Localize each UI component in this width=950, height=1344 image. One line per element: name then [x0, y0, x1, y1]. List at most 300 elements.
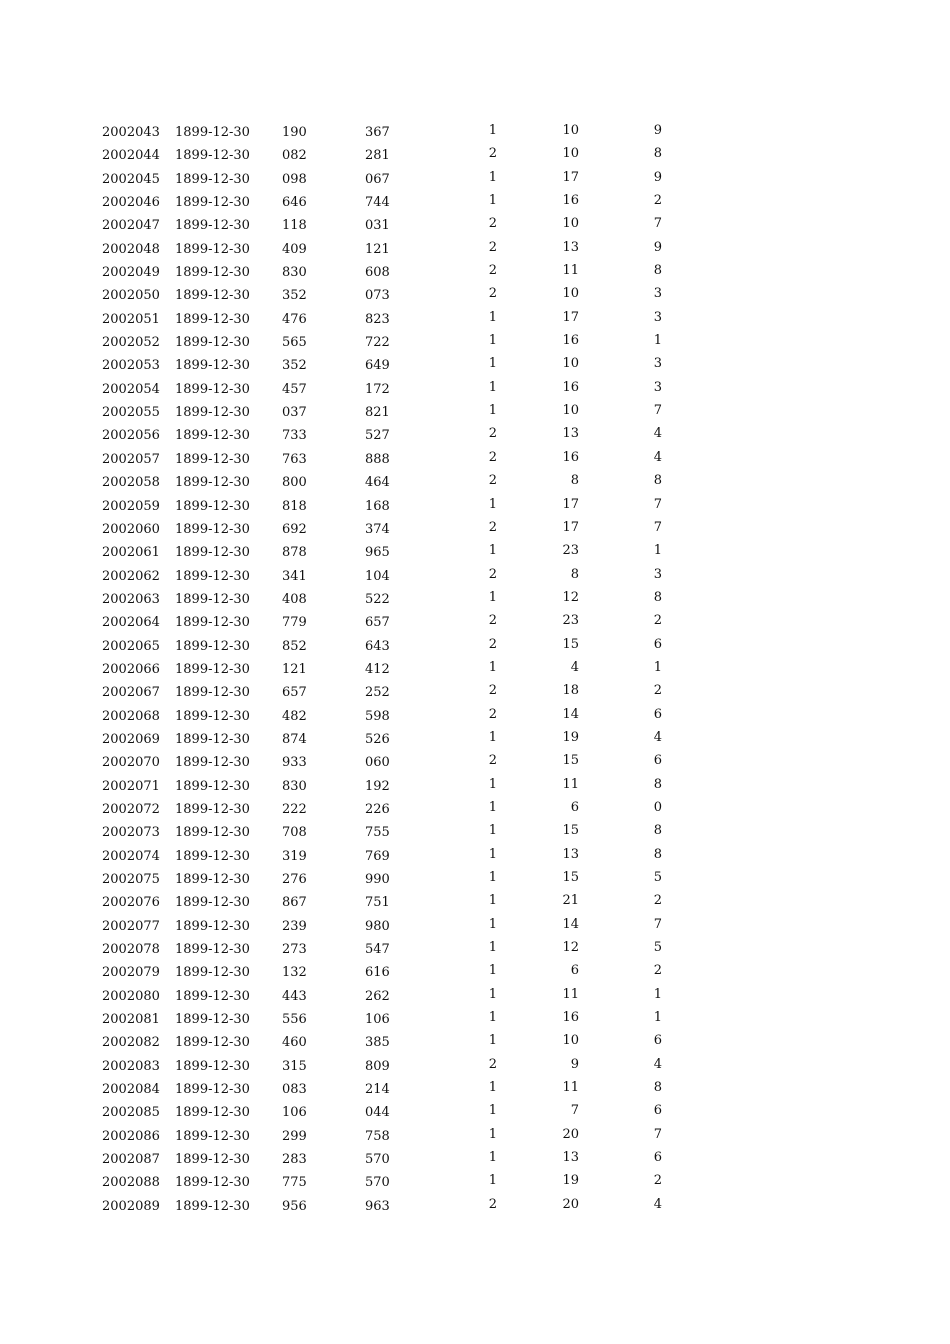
row-value-z-cell: 7 — [653, 1126, 662, 1142]
row-value-y-cell: 10 — [562, 356, 579, 372]
row-number-a-cell: 132 — [282, 965, 307, 981]
row-value-y-cell: 20 — [562, 1126, 579, 1142]
row-number-b-cell: 649 — [365, 358, 390, 374]
row-value-x-cell: 2 — [488, 263, 497, 279]
table-row — [0, 774, 950, 797]
row-value-z-cell: 4 — [653, 1056, 662, 1072]
row-value-x-cell: 1 — [488, 870, 497, 885]
row-id-cell: 2002077 — [102, 918, 160, 934]
table-row — [0, 844, 950, 867]
row-number-a-cell: 800 — [282, 475, 307, 491]
row-date-cell: 1899-12-30 — [175, 1035, 250, 1051]
row-number-a-cell: 273 — [282, 942, 307, 958]
table-row — [0, 564, 950, 587]
row-number-a-cell: 460 — [282, 1035, 307, 1051]
row-number-a-cell: 352 — [282, 358, 307, 374]
row-value-z-cell: 6 — [653, 1033, 662, 1049]
row-date-cell: 1899-12-30 — [175, 311, 250, 327]
row-id-cell: 2002073 — [102, 825, 160, 841]
row-date-cell: 1899-12-30 — [175, 778, 250, 794]
row-id-cell: 2002059 — [102, 498, 160, 514]
row-number-b-cell: 527 — [365, 428, 390, 444]
row-value-y-cell: 17 — [562, 519, 579, 535]
row-value-x-cell: 1 — [488, 1173, 497, 1189]
row-value-z-cell: 3 — [653, 566, 662, 582]
row-value-y-cell: 13 — [562, 239, 579, 255]
row-date-cell: 1899-12-30 — [175, 895, 250, 911]
row-id-cell: 2002069 — [102, 731, 160, 747]
table-row — [0, 587, 950, 610]
row-number-b-cell: 526 — [365, 731, 390, 747]
table-row — [0, 1147, 950, 1170]
row-date-cell: 1899-12-30 — [175, 521, 250, 537]
row-number-a-cell: 779 — [282, 615, 307, 631]
row-number-a-cell: 852 — [282, 638, 307, 654]
row-date-cell: 1899-12-30 — [175, 148, 250, 164]
row-value-z-cell: 7 — [653, 403, 662, 419]
row-value-z-cell: 6 — [653, 706, 662, 722]
row-value-z-cell: 9 — [653, 123, 662, 138]
row-number-a-cell: 956 — [282, 1198, 307, 1214]
row-id-cell: 2002072 — [102, 801, 160, 817]
table-row — [0, 517, 950, 540]
row-date-cell: 1899-12-30 — [175, 288, 250, 304]
table-row — [0, 353, 950, 376]
row-value-x-cell: 1 — [488, 846, 497, 862]
row-id-cell: 2002070 — [102, 755, 160, 771]
row-id-cell: 2002089 — [102, 1198, 160, 1214]
row-number-a-cell: 239 — [282, 918, 307, 934]
table-row — [0, 867, 950, 890]
row-date-cell: 1899-12-30 — [175, 125, 250, 140]
row-value-y-cell: 10 — [562, 286, 579, 302]
row-id-cell: 2002064 — [102, 615, 160, 631]
row-id-cell: 2002087 — [102, 1152, 160, 1168]
row-id-cell: 2002076 — [102, 895, 160, 911]
row-value-x-cell: 2 — [488, 566, 497, 582]
row-value-z-cell: 0 — [653, 799, 662, 815]
row-number-b-cell: 374 — [365, 521, 390, 537]
row-id-cell: 2002086 — [102, 1128, 160, 1144]
row-value-y-cell: 12 — [562, 940, 579, 956]
table-row — [0, 797, 950, 820]
row-number-b-cell: 464 — [365, 475, 390, 491]
row-value-z-cell: 7 — [653, 216, 662, 232]
row-value-y-cell: 16 — [562, 449, 579, 465]
row-value-x-cell: 1 — [488, 1150, 497, 1166]
table-row — [0, 190, 950, 213]
row-number-b-cell: 044 — [365, 1105, 390, 1121]
row-number-a-cell: 222 — [282, 801, 307, 817]
row-value-z-cell: 6 — [653, 1150, 662, 1166]
table-row — [0, 260, 950, 283]
row-value-x-cell: 2 — [488, 636, 497, 652]
row-id-cell: 2002081 — [102, 1012, 160, 1028]
row-value-y-cell: 15 — [562, 870, 579, 885]
row-date-cell: 1899-12-30 — [175, 685, 250, 701]
table-row — [0, 423, 950, 446]
row-id-cell: 2002084 — [102, 1082, 160, 1098]
row-value-z-cell: 6 — [653, 636, 662, 652]
table-row — [0, 167, 950, 190]
table-row — [0, 377, 950, 400]
row-value-y-cell: 19 — [562, 1173, 579, 1189]
table-row — [0, 1007, 950, 1030]
row-id-cell: 2002058 — [102, 475, 160, 491]
row-date-cell: 1899-12-30 — [175, 171, 250, 187]
row-value-x-cell: 2 — [488, 473, 497, 489]
row-date-cell: 1899-12-30 — [175, 241, 250, 257]
row-number-a-cell: 283 — [282, 1152, 307, 1168]
table-row — [0, 750, 950, 773]
row-value-y-cell: 14 — [562, 916, 579, 932]
row-number-b-cell: 888 — [365, 451, 390, 467]
row-value-x-cell: 2 — [488, 216, 497, 232]
row-number-a-cell: 692 — [282, 521, 307, 537]
row-value-x-cell: 1 — [488, 356, 497, 372]
row-number-a-cell: 657 — [282, 685, 307, 701]
row-number-a-cell: 409 — [282, 241, 307, 257]
table-row — [0, 704, 950, 727]
row-value-z-cell: 8 — [653, 846, 662, 862]
row-number-b-cell: 751 — [365, 895, 390, 911]
row-value-y-cell: 13 — [562, 1150, 579, 1166]
row-date-cell: 1899-12-30 — [175, 428, 250, 444]
row-date-cell: 1899-12-30 — [175, 988, 250, 1004]
row-number-b-cell: 121 — [365, 241, 390, 257]
row-date-cell: 1899-12-30 — [175, 708, 250, 724]
row-number-a-cell: 276 — [282, 872, 307, 887]
row-date-cell: 1899-12-30 — [175, 731, 250, 747]
row-number-a-cell: 565 — [282, 335, 307, 351]
row-value-y-cell: 7 — [570, 1103, 579, 1119]
row-value-z-cell: 2 — [653, 193, 662, 209]
row-number-b-cell: 980 — [365, 918, 390, 934]
table-row — [0, 494, 950, 517]
row-value-x-cell: 1 — [488, 893, 497, 909]
table-row — [0, 820, 950, 843]
row-number-b-cell: 367 — [365, 125, 390, 140]
row-value-z-cell: 8 — [653, 146, 662, 162]
table-row — [0, 307, 950, 330]
row-id-cell: 2002048 — [102, 241, 160, 257]
table-row — [0, 937, 950, 960]
row-value-y-cell: 10 — [562, 216, 579, 232]
row-date-cell: 1899-12-30 — [175, 568, 250, 584]
row-value-x-cell: 2 — [488, 753, 497, 769]
row-value-x-cell: 1 — [488, 543, 497, 559]
table-row — [0, 1077, 950, 1100]
row-number-b-cell: 060 — [365, 755, 390, 771]
row-id-cell: 2002043 — [102, 125, 160, 140]
row-date-cell: 1899-12-30 — [175, 965, 250, 981]
row-value-x-cell: 1 — [488, 799, 497, 815]
table-row — [0, 283, 950, 306]
row-value-z-cell: 2 — [653, 683, 662, 699]
row-value-x-cell: 1 — [488, 776, 497, 792]
row-number-b-cell: 608 — [365, 265, 390, 281]
row-value-y-cell: 15 — [562, 636, 579, 652]
row-value-x-cell: 1 — [488, 1103, 497, 1119]
row-number-a-cell: 098 — [282, 171, 307, 187]
row-value-z-cell: 1 — [653, 543, 662, 559]
table-row — [0, 143, 950, 166]
row-number-a-cell: 733 — [282, 428, 307, 444]
row-value-x-cell: 2 — [488, 146, 497, 162]
table-row — [0, 470, 950, 493]
table-row — [0, 213, 950, 236]
row-value-x-cell: 1 — [488, 379, 497, 395]
row-value-z-cell: 6 — [653, 753, 662, 769]
row-id-cell: 2002082 — [102, 1035, 160, 1051]
row-date-cell: 1899-12-30 — [175, 615, 250, 631]
row-value-z-cell: 4 — [653, 449, 662, 465]
row-value-y-cell: 18 — [562, 683, 579, 699]
row-id-cell: 2002052 — [102, 335, 160, 351]
row-value-x-cell: 1 — [488, 823, 497, 839]
row-value-x-cell: 2 — [488, 426, 497, 442]
row-id-cell: 2002075 — [102, 872, 160, 887]
table-row — [0, 1194, 950, 1217]
row-value-y-cell: 6 — [570, 963, 579, 979]
row-value-x-cell: 1 — [488, 1126, 497, 1142]
row-value-x-cell: 2 — [488, 1196, 497, 1212]
row-value-z-cell: 3 — [653, 379, 662, 395]
row-number-b-cell: 758 — [365, 1128, 390, 1144]
row-number-a-cell: 121 — [282, 661, 307, 677]
row-value-z-cell: 1 — [653, 659, 662, 675]
row-number-a-cell: 319 — [282, 848, 307, 864]
row-value-y-cell: 9 — [570, 1056, 579, 1072]
row-value-y-cell: 16 — [562, 1010, 579, 1026]
row-id-cell: 2002050 — [102, 288, 160, 304]
row-number-b-cell: 963 — [365, 1198, 390, 1214]
row-value-y-cell: 17 — [562, 309, 579, 325]
row-number-a-cell: 646 — [282, 195, 307, 211]
row-value-y-cell: 11 — [562, 986, 579, 1002]
row-date-cell: 1899-12-30 — [175, 545, 250, 561]
table-row — [0, 914, 950, 937]
row-number-b-cell: 262 — [365, 988, 390, 1004]
row-value-y-cell: 11 — [562, 776, 579, 792]
row-value-z-cell: 8 — [653, 776, 662, 792]
row-number-b-cell: 769 — [365, 848, 390, 864]
row-value-z-cell: 3 — [653, 356, 662, 372]
row-number-b-cell: 809 — [365, 1058, 390, 1074]
row-number-b-cell: 965 — [365, 545, 390, 561]
row-date-cell: 1899-12-30 — [175, 638, 250, 654]
row-number-b-cell: 412 — [365, 661, 390, 677]
row-number-a-cell: 190 — [282, 125, 307, 140]
table-row — [0, 610, 950, 633]
row-value-z-cell: 4 — [653, 1196, 662, 1212]
table-row — [0, 680, 950, 703]
row-number-a-cell: 830 — [282, 265, 307, 281]
row-number-a-cell: 106 — [282, 1105, 307, 1121]
row-value-z-cell: 8 — [653, 1080, 662, 1096]
row-value-x-cell: 1 — [488, 659, 497, 675]
row-number-a-cell: 867 — [282, 895, 307, 911]
row-id-cell: 2002055 — [102, 405, 160, 421]
row-id-cell: 2002060 — [102, 521, 160, 537]
row-number-a-cell: 874 — [282, 731, 307, 747]
table-row — [0, 447, 950, 470]
row-date-cell: 1899-12-30 — [175, 1128, 250, 1144]
data-sheet — [0, 120, 950, 1217]
row-number-b-cell: 168 — [365, 498, 390, 514]
row-number-b-cell: 755 — [365, 825, 390, 841]
row-id-cell: 2002063 — [102, 591, 160, 607]
row-value-x-cell: 2 — [488, 519, 497, 535]
row-number-a-cell: 408 — [282, 591, 307, 607]
row-date-cell: 1899-12-30 — [175, 755, 250, 771]
row-date-cell: 1899-12-30 — [175, 848, 250, 864]
row-id-cell: 2002080 — [102, 988, 160, 1004]
row-number-b-cell: 226 — [365, 801, 390, 817]
row-id-cell: 2002066 — [102, 661, 160, 677]
row-date-cell: 1899-12-30 — [175, 942, 250, 958]
row-date-cell: 1899-12-30 — [175, 358, 250, 374]
row-value-y-cell: 8 — [570, 473, 579, 489]
row-value-z-cell: 4 — [653, 426, 662, 442]
row-id-cell: 2002078 — [102, 942, 160, 958]
row-date-cell: 1899-12-30 — [175, 1058, 250, 1074]
row-value-z-cell: 9 — [653, 169, 662, 185]
row-number-b-cell: 031 — [365, 218, 390, 234]
row-id-cell: 2002074 — [102, 848, 160, 864]
table-row — [0, 1030, 950, 1053]
row-number-a-cell: 341 — [282, 568, 307, 584]
row-value-z-cell: 5 — [653, 870, 662, 885]
row-value-y-cell: 16 — [562, 333, 579, 349]
row-number-a-cell: 830 — [282, 778, 307, 794]
row-value-y-cell: 17 — [562, 169, 579, 185]
row-id-cell: 2002044 — [102, 148, 160, 164]
row-number-b-cell: 722 — [365, 335, 390, 351]
row-date-cell: 1899-12-30 — [175, 195, 250, 211]
row-date-cell: 1899-12-30 — [175, 872, 250, 887]
row-id-cell: 2002068 — [102, 708, 160, 724]
row-value-z-cell: 7 — [653, 496, 662, 512]
table-row — [0, 890, 950, 913]
row-number-b-cell: 570 — [365, 1175, 390, 1191]
row-number-a-cell: 082 — [282, 148, 307, 164]
row-id-cell: 2002085 — [102, 1105, 160, 1121]
row-value-z-cell: 8 — [653, 263, 662, 279]
row-number-a-cell: 352 — [282, 288, 307, 304]
table-row — [0, 657, 950, 680]
row-value-y-cell: 13 — [562, 426, 579, 442]
row-value-y-cell: 15 — [562, 823, 579, 839]
row-value-y-cell: 4 — [570, 659, 579, 675]
row-value-x-cell: 1 — [488, 963, 497, 979]
row-id-cell: 2002053 — [102, 358, 160, 374]
row-value-x-cell: 1 — [488, 916, 497, 932]
row-value-x-cell: 2 — [488, 449, 497, 465]
row-value-z-cell: 2 — [653, 893, 662, 909]
table-row — [0, 400, 950, 423]
row-number-a-cell: 556 — [282, 1012, 307, 1028]
row-value-y-cell: 14 — [562, 706, 579, 722]
row-date-cell: 1899-12-30 — [175, 1152, 250, 1168]
table-row — [0, 237, 950, 260]
row-value-y-cell: 15 — [562, 753, 579, 769]
row-number-b-cell: 547 — [365, 942, 390, 958]
row-date-cell: 1899-12-30 — [175, 218, 250, 234]
row-id-cell: 2002079 — [102, 965, 160, 981]
table-row — [0, 1124, 950, 1147]
row-value-z-cell: 8 — [653, 473, 662, 489]
row-value-y-cell: 12 — [562, 589, 579, 605]
table-row — [0, 1170, 950, 1193]
row-number-a-cell: 708 — [282, 825, 307, 841]
row-date-cell: 1899-12-30 — [175, 1012, 250, 1028]
row-number-a-cell: 933 — [282, 755, 307, 771]
row-value-x-cell: 1 — [488, 940, 497, 956]
row-value-x-cell: 1 — [488, 1080, 497, 1096]
row-id-cell: 2002061 — [102, 545, 160, 561]
row-number-a-cell: 818 — [282, 498, 307, 514]
row-date-cell: 1899-12-30 — [175, 661, 250, 677]
row-date-cell: 1899-12-30 — [175, 451, 250, 467]
row-number-b-cell: 744 — [365, 195, 390, 211]
row-value-z-cell: 9 — [653, 239, 662, 255]
row-number-b-cell: 172 — [365, 381, 390, 397]
row-value-y-cell: 6 — [570, 799, 579, 815]
row-id-cell: 2002046 — [102, 195, 160, 211]
row-value-x-cell: 1 — [488, 403, 497, 419]
row-number-a-cell: 083 — [282, 1082, 307, 1098]
row-number-a-cell: 476 — [282, 311, 307, 327]
row-number-a-cell: 763 — [282, 451, 307, 467]
row-value-x-cell: 1 — [488, 589, 497, 605]
row-value-y-cell: 10 — [562, 403, 579, 419]
row-value-x-cell: 2 — [488, 286, 497, 302]
row-number-b-cell: 522 — [365, 591, 390, 607]
row-date-cell: 1899-12-30 — [175, 1082, 250, 1098]
row-value-y-cell: 16 — [562, 379, 579, 395]
row-value-y-cell: 16 — [562, 193, 579, 209]
row-value-y-cell: 13 — [562, 846, 579, 862]
row-id-cell: 2002065 — [102, 638, 160, 654]
row-date-cell: 1899-12-30 — [175, 498, 250, 514]
row-number-b-cell: 106 — [365, 1012, 390, 1028]
row-value-z-cell: 6 — [653, 1103, 662, 1119]
row-id-cell: 2002049 — [102, 265, 160, 281]
row-date-cell: 1899-12-30 — [175, 265, 250, 281]
row-number-b-cell: 616 — [365, 965, 390, 981]
row-value-y-cell: 21 — [562, 893, 579, 909]
row-value-y-cell: 20 — [562, 1196, 579, 1212]
row-number-b-cell: 104 — [365, 568, 390, 584]
row-id-cell: 2002051 — [102, 311, 160, 327]
row-value-x-cell: 2 — [488, 683, 497, 699]
row-value-y-cell: 17 — [562, 496, 579, 512]
row-number-a-cell: 037 — [282, 405, 307, 421]
row-value-y-cell: 11 — [562, 1080, 579, 1096]
row-value-x-cell: 1 — [488, 986, 497, 1002]
row-value-y-cell: 10 — [562, 123, 579, 138]
row-value-x-cell: 2 — [488, 706, 497, 722]
row-value-x-cell: 1 — [488, 496, 497, 512]
row-number-a-cell: 118 — [282, 218, 307, 234]
row-number-b-cell: 385 — [365, 1035, 390, 1051]
row-value-y-cell: 8 — [570, 566, 579, 582]
row-date-cell: 1899-12-30 — [175, 475, 250, 491]
row-date-cell: 1899-12-30 — [175, 1175, 250, 1191]
table-row — [0, 727, 950, 750]
row-value-z-cell: 7 — [653, 519, 662, 535]
